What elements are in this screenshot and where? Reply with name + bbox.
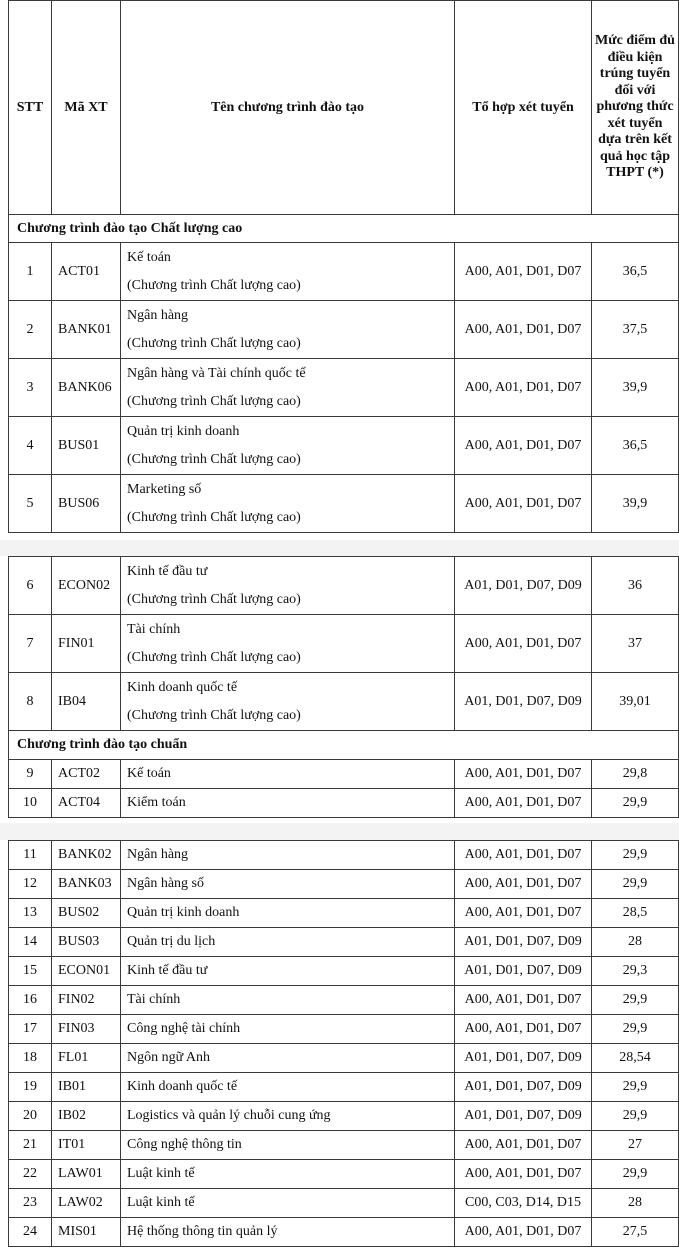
cell-to-hop: A00, A01, D01, D07 xyxy=(455,417,592,475)
cell-stt: 7 xyxy=(9,615,52,673)
cell-to-hop: A00, A01, D01, D07 xyxy=(455,475,592,533)
cell-to-hop: A01, D01, D07, D09 xyxy=(455,928,592,957)
cell-to-hop: A00, A01, D01, D07 xyxy=(455,615,592,673)
cell-ten-chuong-trinh: Tài chính xyxy=(121,986,455,1015)
cell-ma-xt: BANK02 xyxy=(52,841,121,870)
cell-ten-chuong-trinh: Logistics và quản lý chuỗi cung ứng xyxy=(121,1102,455,1131)
program-type-note: (Chương trình Chất lượng cao) xyxy=(127,650,301,665)
program-type-note: (Chương trình Chất lượng cao) xyxy=(127,336,301,351)
cell-muc-diem: 28 xyxy=(592,928,679,957)
cell-to-hop: A00, A01, D01, D07 xyxy=(455,1015,592,1044)
cell-stt: 22 xyxy=(9,1160,52,1189)
table-row xyxy=(9,899,679,928)
cell-stt: 13 xyxy=(9,899,52,928)
cell-stt: 9 xyxy=(9,760,52,789)
cell-ma-xt: BANK01 xyxy=(52,301,121,359)
table-row xyxy=(9,1044,679,1073)
program-type-note: (Chương trình Chất lượng cao) xyxy=(127,394,301,409)
cell-ma-xt: BUS01 xyxy=(52,417,121,475)
admission-table-part-2 xyxy=(8,556,679,818)
cell-ten-chuong-trinh xyxy=(121,557,455,615)
cell-to-hop: A01, D01, D07, D09 xyxy=(455,673,592,731)
program-name: Ngân hàng và Tài chính quốc tế xyxy=(127,366,306,381)
cell-ten-chuong-trinh xyxy=(121,359,455,417)
header-muc-diem: Mức điểm đủ điều kiện trúng tuyển đối với phương thức xét tuyển dựa trên kết quả học tập THPT (*) xyxy=(592,1,679,215)
cell-muc-diem: 36,5 xyxy=(592,243,679,301)
table-row xyxy=(9,1102,679,1131)
cell-muc-diem: 39,01 xyxy=(592,673,679,731)
cell-ten-chuong-trinh xyxy=(121,301,455,359)
program-name: Ngân hàng xyxy=(127,308,189,323)
cell-stt: 19 xyxy=(9,1073,52,1102)
table-header-row xyxy=(9,1,679,215)
cell-stt: 18 xyxy=(9,1044,52,1073)
cell-ma-xt: BANK06 xyxy=(52,359,121,417)
cell-muc-diem: 36 xyxy=(592,557,679,615)
cell-ma-xt: ACT02 xyxy=(52,760,121,789)
cell-muc-diem: 29,9 xyxy=(592,870,679,899)
header-ma-xt: Mã XT xyxy=(52,1,121,215)
program-type-note: (Chương trình Chất lượng cao) xyxy=(127,278,301,293)
cell-muc-diem: 28 xyxy=(592,1189,679,1218)
cell-ma-xt: IB04 xyxy=(52,673,121,731)
cell-ten-chuong-trinh xyxy=(121,417,455,475)
cell-ma-xt: IT01 xyxy=(52,1131,121,1160)
header-to-hop: Tổ hợp xét tuyển xyxy=(455,1,592,215)
cell-ma-xt: BUS02 xyxy=(52,899,121,928)
cell-muc-diem: 29,9 xyxy=(592,986,679,1015)
program-name: Tài chính xyxy=(127,622,181,637)
cell-ma-xt: FIN01 xyxy=(52,615,121,673)
cell-to-hop: A00, A01, D01, D07 xyxy=(455,1131,592,1160)
cell-stt: 8 xyxy=(9,673,52,731)
cell-ten-chuong-trinh: Ngân hàng xyxy=(121,841,455,870)
cell-ten-chuong-trinh: Luật kinh tế xyxy=(121,1160,455,1189)
cell-stt: 2 xyxy=(9,301,52,359)
cell-muc-diem: 27,5 xyxy=(592,1218,679,1247)
cell-ma-xt: ACT01 xyxy=(52,243,121,301)
section-title-chuan: Chương trình đào tạo chuẩn xyxy=(9,731,679,760)
program-type-note: (Chương trình Chất lượng cao) xyxy=(127,510,301,525)
cell-muc-diem: 29,9 xyxy=(592,1015,679,1044)
cell-muc-diem: 29,3 xyxy=(592,957,679,986)
cell-ten-chuong-trinh: Quản trị du lịch xyxy=(121,928,455,957)
header-stt: STT xyxy=(9,1,52,215)
cell-to-hop: A00, A01, D01, D07 xyxy=(455,841,592,870)
cell-muc-diem: 36,5 xyxy=(592,417,679,475)
page-break-2 xyxy=(0,823,679,840)
table-row xyxy=(9,841,679,870)
page-break-1 xyxy=(0,540,679,556)
cell-stt: 10 xyxy=(9,789,52,818)
cell-ma-xt: FIN02 xyxy=(52,986,121,1015)
cell-ma-xt: FIN03 xyxy=(52,1015,121,1044)
section-row-chuan xyxy=(9,731,679,760)
program-name: Kinh doanh quốc tế xyxy=(127,680,238,695)
program-type-note: (Chương trình Chất lượng cao) xyxy=(127,592,301,607)
cell-stt: 14 xyxy=(9,928,52,957)
cell-ten-chuong-trinh xyxy=(121,673,455,731)
cell-ten-chuong-trinh: Ngân hàng số xyxy=(121,870,455,899)
table-row xyxy=(9,1073,679,1102)
admission-table-part-1 xyxy=(8,0,679,533)
table-row xyxy=(9,557,679,615)
table-row xyxy=(9,673,679,731)
cell-ma-xt: ACT04 xyxy=(52,789,121,818)
cell-stt: 21 xyxy=(9,1131,52,1160)
cell-muc-diem: 29,9 xyxy=(592,789,679,818)
cell-muc-diem: 29,9 xyxy=(592,1073,679,1102)
cell-to-hop: A00, A01, D01, D07 xyxy=(455,789,592,818)
program-name: Marketing số xyxy=(127,482,202,497)
cell-ten-chuong-trinh: Kế toán xyxy=(121,760,455,789)
cell-to-hop: A00, A01, D01, D07 xyxy=(455,899,592,928)
cell-to-hop: A01, D01, D07, D09 xyxy=(455,1102,592,1131)
program-name: Kế toán xyxy=(127,250,171,265)
table-row xyxy=(9,615,679,673)
cell-ma-xt: IB01 xyxy=(52,1073,121,1102)
section-title-clc: Chương trình đào tạo Chất lượng cao xyxy=(9,215,679,243)
cell-ten-chuong-trinh: Công nghệ tài chính xyxy=(121,1015,455,1044)
program-name: Quản trị kinh doanh xyxy=(127,424,240,439)
cell-muc-diem: 27 xyxy=(592,1131,679,1160)
program-type-note: (Chương trình Chất lượng cao) xyxy=(127,452,301,467)
cell-to-hop: A01, D01, D07, D09 xyxy=(455,957,592,986)
table-row xyxy=(9,359,679,417)
cell-stt: 23 xyxy=(9,1189,52,1218)
cell-ma-xt: ECON02 xyxy=(52,557,121,615)
header-ten-chuong-trinh: Tên chương trình đào tạo xyxy=(121,1,455,215)
section-row-clc xyxy=(9,215,679,243)
cell-muc-diem: 29,8 xyxy=(592,760,679,789)
cell-ma-xt: ECON01 xyxy=(52,957,121,986)
cell-to-hop: A00, A01, D01, D07 xyxy=(455,1218,592,1247)
cell-to-hop: A00, A01, D01, D07 xyxy=(455,870,592,899)
cell-muc-diem: 39,9 xyxy=(592,359,679,417)
table-row xyxy=(9,1131,679,1160)
cell-stt: 20 xyxy=(9,1102,52,1131)
table-row xyxy=(9,243,679,301)
table-row xyxy=(9,417,679,475)
cell-stt: 5 xyxy=(9,475,52,533)
table-row xyxy=(9,301,679,359)
program-type-note: (Chương trình Chất lượng cao) xyxy=(127,708,301,723)
table-row xyxy=(9,870,679,899)
table-panel-2 xyxy=(8,556,678,818)
cell-ma-xt: BANK03 xyxy=(52,870,121,899)
cell-to-hop: A00, A01, D01, D07 xyxy=(455,301,592,359)
table-panel-1 xyxy=(8,0,678,533)
table-row xyxy=(9,1218,679,1247)
cell-to-hop: A00, A01, D01, D07 xyxy=(455,243,592,301)
cell-stt: 3 xyxy=(9,359,52,417)
cell-ten-chuong-trinh xyxy=(121,475,455,533)
cell-stt: 4 xyxy=(9,417,52,475)
cell-stt: 15 xyxy=(9,957,52,986)
cell-ten-chuong-trinh: Kinh doanh quốc tế xyxy=(121,1073,455,1102)
cell-stt: 1 xyxy=(9,243,52,301)
cell-ten-chuong-trinh: Hệ thống thông tin quản lý xyxy=(121,1218,455,1247)
table-row xyxy=(9,928,679,957)
cell-ten-chuong-trinh: Ngôn ngữ Anh xyxy=(121,1044,455,1073)
cell-ten-chuong-trinh: Kinh tế đầu tư xyxy=(121,957,455,986)
cell-ten-chuong-trinh: Luật kinh tế xyxy=(121,1189,455,1218)
table-row xyxy=(9,760,679,789)
cell-ma-xt: LAW02 xyxy=(52,1189,121,1218)
cell-ma-xt: IB02 xyxy=(52,1102,121,1131)
table-row xyxy=(9,1015,679,1044)
table-row xyxy=(9,1189,679,1218)
cell-to-hop: A01, D01, D07, D09 xyxy=(455,1044,592,1073)
cell-to-hop: A01, D01, D07, D09 xyxy=(455,1073,592,1102)
table-row xyxy=(9,475,679,533)
table-row xyxy=(9,1160,679,1189)
cell-ma-xt: BUS03 xyxy=(52,928,121,957)
table-row xyxy=(9,957,679,986)
table-row xyxy=(9,789,679,818)
cell-ten-chuong-trinh: Quản trị kinh doanh xyxy=(121,899,455,928)
cell-to-hop: C00, C03, D14, D15 xyxy=(455,1189,592,1218)
cell-muc-diem: 28,54 xyxy=(592,1044,679,1073)
cell-muc-diem: 39,9 xyxy=(592,475,679,533)
cell-stt: 17 xyxy=(9,1015,52,1044)
cell-stt: 12 xyxy=(9,870,52,899)
cell-stt: 11 xyxy=(9,841,52,870)
cell-stt: 6 xyxy=(9,557,52,615)
cell-muc-diem: 28,5 xyxy=(592,899,679,928)
cell-ten-chuong-trinh: Kiểm toán xyxy=(121,789,455,818)
program-name: Kinh tế đầu tư xyxy=(127,564,208,579)
cell-stt: 24 xyxy=(9,1218,52,1247)
cell-muc-diem: 29,9 xyxy=(592,1160,679,1189)
cell-to-hop: A00, A01, D01, D07 xyxy=(455,760,592,789)
table-panel-3 xyxy=(8,840,678,1247)
cell-ma-xt: FL01 xyxy=(52,1044,121,1073)
cell-to-hop: A00, A01, D01, D07 xyxy=(455,359,592,417)
cell-ma-xt: MIS01 xyxy=(52,1218,121,1247)
cell-ma-xt: BUS06 xyxy=(52,475,121,533)
cell-muc-diem: 37,5 xyxy=(592,301,679,359)
table-row xyxy=(9,986,679,1015)
cell-ten-chuong-trinh: Công nghệ thông tin xyxy=(121,1131,455,1160)
cell-muc-diem: 29,9 xyxy=(592,1102,679,1131)
cell-ten-chuong-trinh xyxy=(121,615,455,673)
cell-ma-xt: LAW01 xyxy=(52,1160,121,1189)
cell-to-hop: A00, A01, D01, D07 xyxy=(455,1160,592,1189)
cell-ten-chuong-trinh xyxy=(121,243,455,301)
cell-muc-diem: 37 xyxy=(592,615,679,673)
cell-to-hop: A01, D01, D07, D09 xyxy=(455,557,592,615)
cell-muc-diem: 29,9 xyxy=(592,841,679,870)
cell-to-hop: A00, A01, D01, D07 xyxy=(455,986,592,1015)
cell-stt: 16 xyxy=(9,986,52,1015)
admission-table-part-3 xyxy=(8,840,679,1247)
